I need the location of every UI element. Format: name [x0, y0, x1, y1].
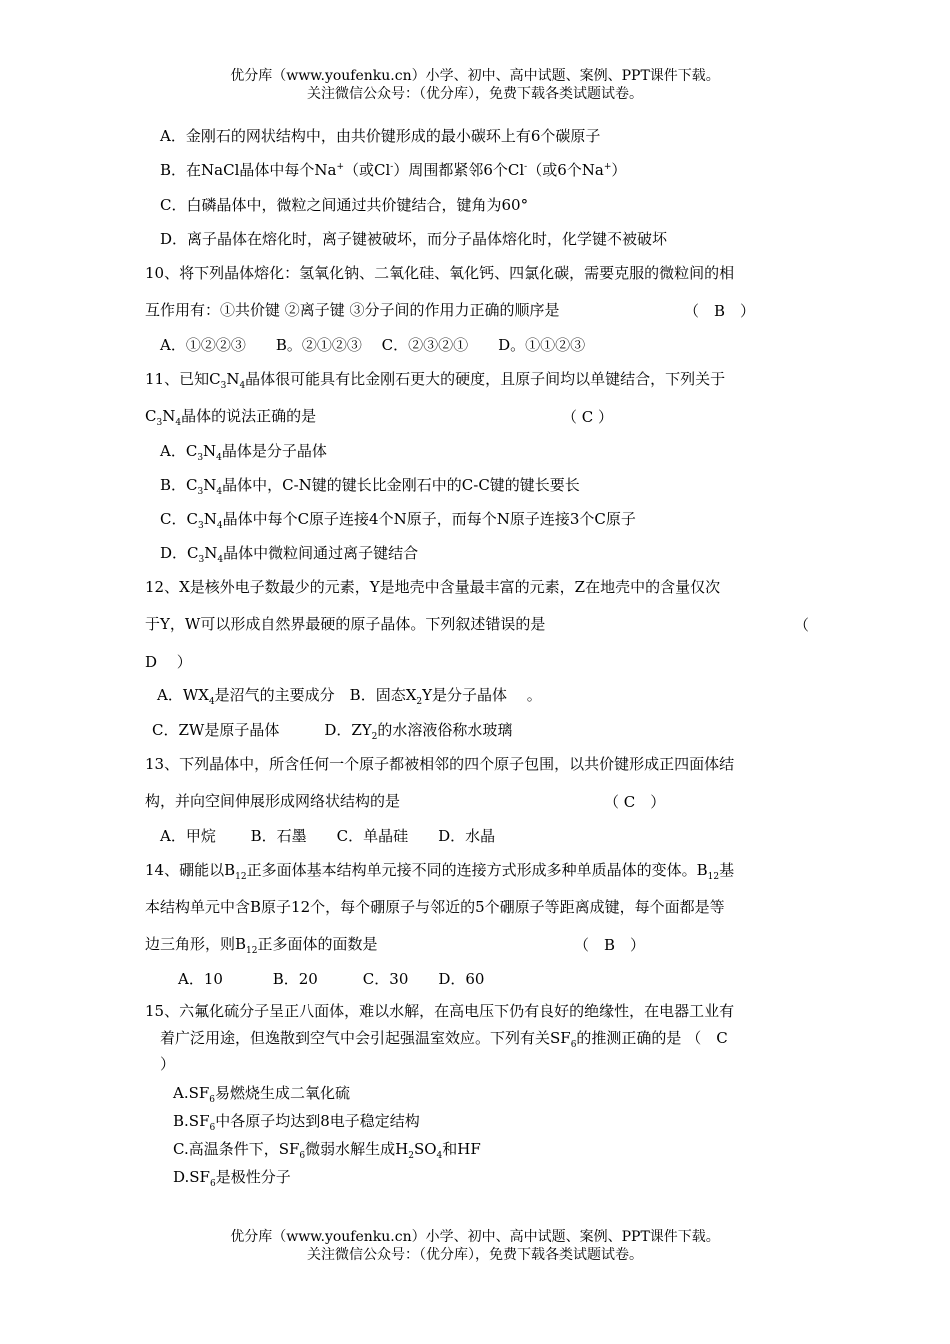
q11-line-1: 11、已知$C_3N_4$晶体很可能具有比金刚石更大的硬度，且原子间均以单键结合，下列关于	[145, 370, 726, 391]
q15-option-b: $B.SF_6$中各原子均达到8电子稳定结构	[173, 1112, 420, 1133]
q12-paren-open: （	[794, 616, 810, 634]
q13-line-1: 13、下列晶体中，所含任何一个原子都被相邻的四个原子包围，以共价键形成正四面体结	[145, 755, 735, 773]
q11-option-a: A．$C_3N_4$晶体是分子晶体	[160, 442, 327, 463]
footer-line-1: 优分库（www.youfenku.cn）小学、初中、高中试题、案例、PPT课件下载。	[230, 1229, 720, 1245]
q15-option-c: C.高温条件下，$SF_6$微弱水解生成$H_2SO_4$和HF	[173, 1140, 481, 1161]
q10-line-1: 10、将下列晶体熔化：氢氧化钠、二氧化硅、氧化钙、四氯化碳，需要克服的微粒间的相	[145, 264, 735, 282]
q15-option-d: $D.SF_6$是极性分子	[173, 1168, 291, 1189]
header-line-1: 优分库（www.youfenku.cn）小学、初中、高中试题、案例、PPT课件下载。	[230, 68, 720, 84]
q10-line-2: 互作用有：①共价键 ②离子键 ③分子间的作用力正确的顺序是	[145, 301, 560, 319]
q10-answer: （ B ）	[684, 302, 756, 320]
q11-option-c: C．$C_3N_4$晶体中每个C原子连接4个N原子，而每个N原子连接3个C原子	[160, 510, 636, 531]
q12-options-ab: A．$WX_4$是沼气的主要成分 B．固态$X_2Y$是分子晶体 。	[157, 686, 542, 707]
q13-line-2: 构，并向空间伸展形成网络状结构的是	[145, 792, 401, 810]
q15-line-1: 15、六氟化硫分子呈正八面体，难以水解，在高电压下仍有良好的绝缘性，在电器工业有	[145, 1002, 735, 1020]
q12-line-1: 12、X是核外电子数最少的元素，Y是地壳中含量最丰富的元素，Z在地壳中的含量仅次	[145, 578, 721, 596]
q13-answer: （ C ）	[604, 793, 666, 811]
q15-line-2: 着广泛用途，但逸散到空气中会引起强温室效应。下列有关$SF_6$的推测正确的是 （ C	[160, 1029, 728, 1050]
q14-line-2: 本结构单元中含B原子12个，每个硼原子与邻近的5个硼原子等距离成键，每个面都是等	[145, 898, 725, 916]
q14-options: A．10 B．20 C．30 D．60	[178, 970, 485, 988]
q13-options: A．甲烷 B．石墨 C．单晶硅 D．水晶	[160, 827, 496, 845]
footer-line-2: 关注微信公众号：（优分库），免费下载各类试题试卷。	[307, 1247, 643, 1263]
header-line-2: 关注微信公众号：（优分库），免费下载各类试题试卷。	[307, 86, 643, 102]
q9-option-c: C．白磷晶体中，微粒之间通过共价键结合，键角为60°	[160, 196, 529, 214]
q11-line-2: $C_3N_4$晶体的说法正确的是	[145, 407, 317, 428]
q12-line-2: 于Y，W可以形成自然界最硬的原子晶体。下列叙述错误的是	[145, 615, 546, 633]
q14-answer: （ B ）	[574, 936, 646, 954]
q15-line-3: ）	[160, 1055, 176, 1073]
q12-options-cd: C．ZW是原子晶体 D．$ZY_2$的水溶液俗称水玻璃	[152, 721, 513, 742]
q11-answer: （ C ）	[562, 408, 614, 426]
q9-option-d: D．离子晶体在熔化时，离子键被破坏，而分子晶体熔化时，化学键不被破坏	[160, 230, 668, 248]
q11-option-d: D．$C_3N_4$晶体中微粒间通过离子键结合	[160, 544, 419, 565]
q9-option-b: B．在NaCl晶体中每个Na+（或Cl-）周围都紧邻6个Cl-（或6个Na+）	[160, 161, 627, 179]
q9-option-a: A．金刚石的网状结构中，由共价键形成的最小碳环上有6个碳原子	[160, 127, 601, 145]
q14-line-3: 边三角形，则$B_{12}$正多面体的面数是	[145, 935, 378, 956]
q14-line-1: 14、硼能以$B_{12}$正多面体基本结构单元接不同的连接方式形成多种单质晶体的变体。$B_{12}$基	[145, 861, 735, 882]
q11-option-b: B．$C_3N_4$晶体中，C-N键的键长比金刚石中的C-C键的键长要长	[160, 476, 580, 497]
q12-answer: D ）	[145, 653, 192, 671]
q10-options: A．①②②③ B。②①②③ C．②③②① D。①①②③	[160, 336, 586, 354]
q15-option-a: $A.SF_6$易燃烧生成二氧化硫	[173, 1084, 351, 1105]
